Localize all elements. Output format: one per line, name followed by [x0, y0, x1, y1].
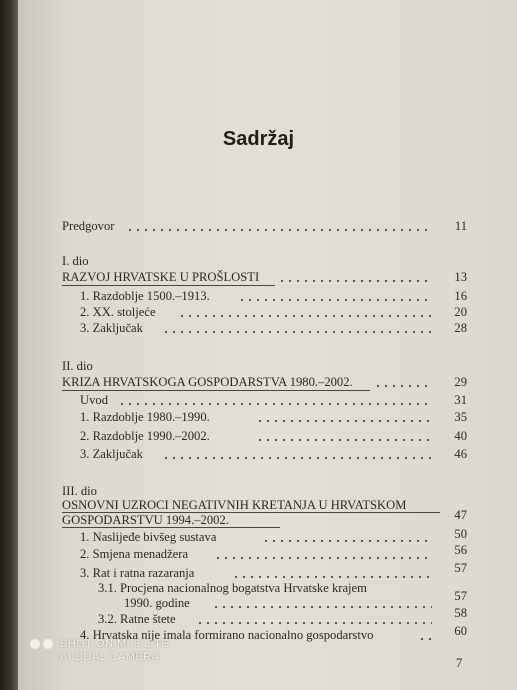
toc-leader-dots — [238, 299, 432, 301]
part1-heading: RAZVOJ HRVATSKE U PROŠLOSTI — [62, 270, 260, 284]
camera-logo-icon — [30, 639, 56, 652]
toc-entry-page: 31 — [454, 393, 467, 407]
toc-entry-label-line1: 3.1. Procjena nacionalnog bogatstva Hrvatske krajem — [98, 581, 367, 595]
toc-entry-page: 60 — [454, 624, 467, 638]
toc-entry-page: 16 — [454, 289, 467, 303]
part3-label: III. dio — [62, 484, 97, 498]
toc-entry-page: 57 — [454, 589, 467, 603]
toc-entry-page: 56 — [454, 543, 467, 557]
watermark-line2: AI DUAL CAMERA — [60, 651, 160, 663]
toc-leader-dots — [126, 229, 432, 231]
page-title: Sadržaj — [222, 128, 295, 150]
toc-leader-dots — [214, 557, 432, 559]
part2-heading: KRIZA HRVATSKOGA GOSPODARSTVA 1980.–2002. — [62, 375, 353, 389]
part1-heading-underline — [62, 285, 275, 286]
toc-entry-page: 46 — [454, 447, 467, 461]
part2-label: II. dio — [62, 359, 93, 373]
toc-entry-label: 1. Naslijeđe bivšeg sustava — [80, 530, 217, 544]
toc-entry-page: 58 — [454, 606, 467, 620]
part3-heading-line1: OSNOVNI UZROCI NEGATIVNIH KRETANJA U HRVATSKOM — [62, 498, 407, 512]
toc-leader-dots — [212, 606, 432, 608]
toc-leader-dots — [278, 280, 432, 282]
toc-entry-predgovor-page: 11 — [454, 219, 467, 233]
toc-entry-page: 40 — [454, 429, 467, 443]
toc-entry-label: 3.2. Ratne štete — [98, 612, 176, 626]
toc-entry-label: 1. Razdoblje 1980.–1990. — [80, 410, 210, 424]
part3-heading-underline — [62, 527, 280, 528]
toc-entry-label: 4. Hrvatska nije imala formirano nacionalno gospodarstvo — [80, 628, 374, 642]
part3-heading-underline — [62, 512, 440, 513]
toc-entry-label-line2: 1990. godine — [124, 596, 190, 610]
toc-entry-page: 20 — [454, 305, 467, 319]
toc-entry-label: 2. Razdoblje 1990.–2002. — [80, 429, 210, 443]
toc-entry-label: 2. Smjena menadžera — [80, 547, 189, 561]
toc-entry-page: 57 — [454, 561, 467, 575]
toc-leader-dots — [178, 315, 432, 317]
toc-leader-dots — [256, 439, 432, 441]
toc-entry-predgovor-label: Predgovor — [62, 219, 115, 233]
part3-heading-line2: GOSPODARSTVU 1994.–2002. — [62, 513, 229, 527]
part3-heading-page: 47 — [454, 508, 467, 522]
toc-entry-label: 3. Rat i ratna razaranja — [80, 566, 195, 580]
toc-leader-dots — [262, 540, 432, 542]
watermark-line1: SHOT ON MI 8 LITE — [60, 638, 170, 650]
toc-entry-label: 3. Zaključak — [80, 447, 143, 461]
toc-entry-label: 3. Zaključak — [80, 321, 143, 335]
toc-entry-page: 35 — [454, 410, 467, 424]
toc-entry-page: 50 — [454, 527, 467, 541]
toc-leader-dots — [232, 576, 432, 578]
toc-leader-dots — [256, 420, 432, 422]
toc-leader-dots — [118, 403, 432, 405]
toc-entry-label: 1. Razdoblje 1500.–1913. — [80, 289, 210, 303]
toc-leader-dots — [196, 622, 432, 624]
toc-leader-dots — [374, 385, 432, 387]
part2-heading-underline — [62, 390, 370, 391]
toc-leader-dots — [162, 331, 432, 333]
toc-entry-page: 28 — [454, 321, 467, 335]
part2-heading-page: 29 — [454, 375, 467, 389]
page-number: 7 — [456, 656, 463, 670]
toc-entry-label: Uvod — [80, 393, 108, 407]
toc-leader-dots — [418, 638, 432, 640]
part1-label: I. dio — [62, 254, 89, 268]
toc-entry-label: 2. XX. stoljeće — [80, 305, 156, 319]
toc-leader-dots — [162, 457, 432, 459]
part1-heading-page: 13 — [454, 270, 467, 284]
